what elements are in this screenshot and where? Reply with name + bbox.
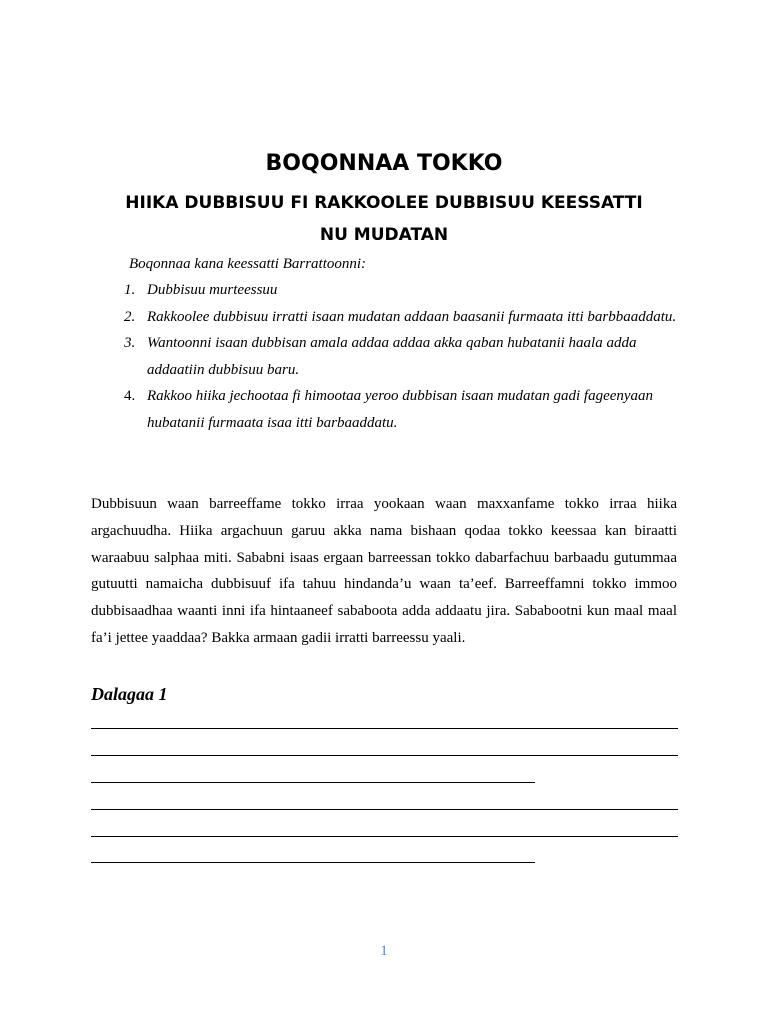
objective-number: 1. [124, 282, 136, 298]
chapter-title: BOQONNAA TOKKO [265, 151, 503, 176]
exercise-title: Dalagaa 1 [91, 684, 168, 704]
objective-item [120, 383, 680, 436]
objective-text: Rakkoolee dubbisuu irratti isaan mudatan addaan baasanii furmaata itti barbbaaddatu. [147, 308, 677, 325]
answer-line [91, 728, 678, 729]
answer-line [91, 836, 678, 837]
objective-text: Rakkoo hiika jechootaa fi himootaa yeroo dubbisan isaan mudatan gadi fageenyaan hubatanii furmaata isaa itti barbaaddatu. [147, 388, 654, 431]
answer-line [91, 862, 535, 863]
objective-text: Wantoonni isaan dubbisan amala addaa addaa akka qaban hubatanii haala adda addaatiin dubbisuu baru. [147, 335, 637, 378]
objective-item [120, 330, 680, 383]
body-paragraph: Dubbisuun waan barreeffame tokko irraa yookaan waan maxxanfame tokko irraa hiika argachuudha. Hiika argachuun garuu akka nama bishaan qodaa tokko keessaa kan biraatti waraabuu salphaa miti. Sababni isaas ergaan barreessan tokko dabarfachuu barbaadu gutummaa gutuutti namaicha dubbisuuf ifa tahuu hindanda’u waan ta’eef. Barreeffamni tokko immoo dubbisaadhaa waanti inni ifa hintaaneef sababoota adda addaatu jira. Sababootni kun maal maal fa’i jettee yaaddaa? Bakka armaan gadii irratti barreessu yaali. [91, 496, 677, 646]
objective-number: 4. [124, 388, 136, 405]
objective-number: 3. [124, 335, 136, 352]
objective-item [120, 277, 680, 304]
section-title: HIIKA DUBBISUU FI RAKKOOLEE DUBBISUU KEESSATTI NU MUDATAN [125, 193, 643, 245]
objective-text: Dubbisuu murteessuu [147, 282, 278, 298]
objective-item [120, 304, 680, 331]
answer-line [91, 755, 678, 756]
objectives-list [120, 277, 680, 437]
objective-number: 2. [124, 308, 136, 325]
objectives-intro: Boqonnaa kana keessatti Barrattoonni: [129, 256, 367, 272]
page-number: 1 [380, 943, 388, 959]
answer-line [91, 809, 678, 810]
answer-line [91, 782, 535, 783]
